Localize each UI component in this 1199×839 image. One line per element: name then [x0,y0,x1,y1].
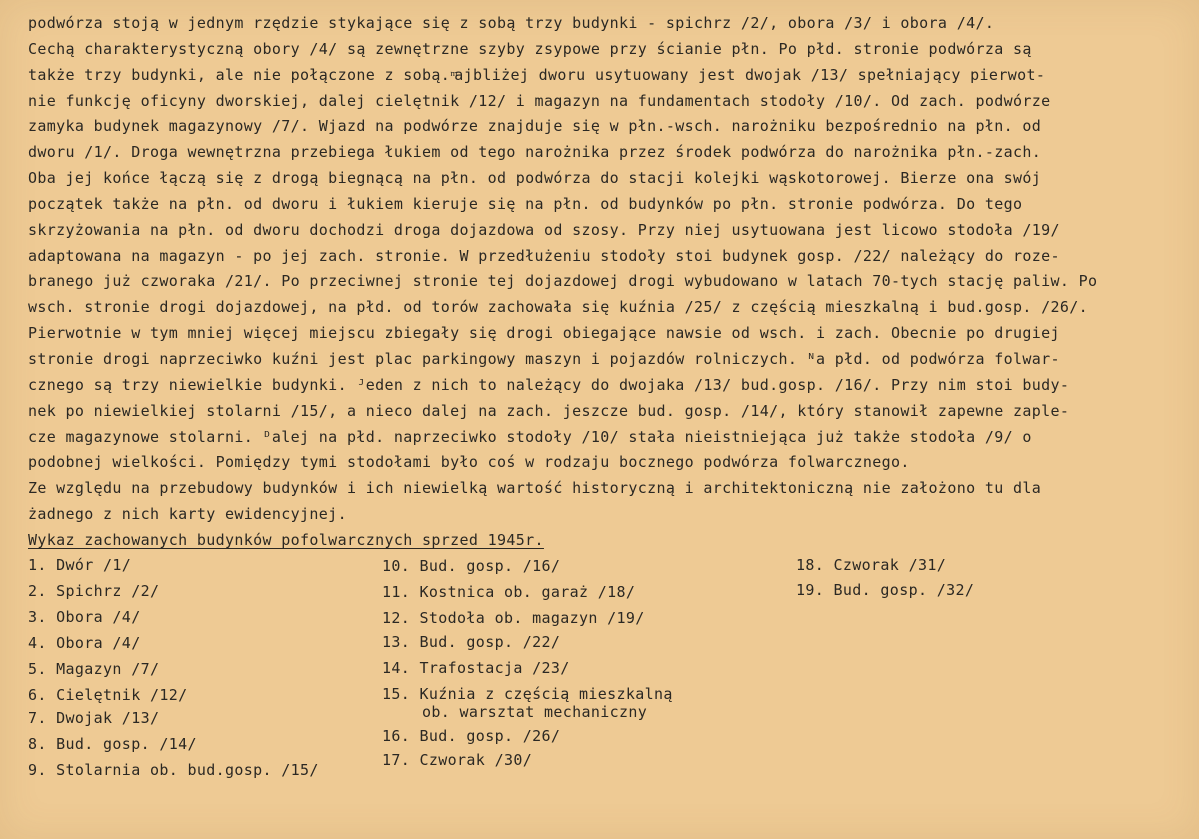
list-item: 17. Czworak /30/ [382,751,533,769]
list-item: 13. Bud. gosp. /22/ [382,633,561,651]
list-item: 7. Dwojak /13/ [28,709,160,727]
list-item: 1. Dwór /1/ [28,556,132,574]
list-heading: Wykaz zachowanych budynków pofolwarcznych sprzed 1945r. [28,531,544,549]
text-line: podobnej wielkości. Pomiędzy tymi stodołami było coś w rodzaju bocznego podwórza folwarcznego. [28,453,910,472]
list-item: 14. Trafostacja /23/ [382,659,570,677]
text-line: adaptowana na magazyn - po jej zach. stronie. W przedłużeniu stodoły stoi budynek gosp. /22/ należący do roze- [28,246,1060,265]
text-line: cze magazynowe stolarni. ᴰalej na płd. naprzeciwko stodoły /10/ stała nieistniejąca już także stodoła /9/ o [28,427,1032,446]
list-item: 9. Stolarnia ob. bud.gosp. /15/ [28,761,319,779]
text-line: Cechą charakterystyczną obory /4/ są zewnętrzne szyby zsypowe przy ścianie płn. Po płd. stronie podwórza są [28,39,1032,58]
text-line: branego już czworaka /21/. Po przeciwnej stronie tej dojazdowej drogi wybudowano w latach 70-tych stację paliw. Po [28,272,1098,291]
text-line: cznego są trzy niewielkie budynki. ᴶeden z nich to należący do dwojaka /13/ bud.gosp. /16/. Przy nim stoi budy- [28,375,1070,394]
text-line: skrzyżowania na płn. od dworu dochodzi droga dojazdowa od szosy. Przy niej usytuowana jest licowo stodoła /19/ [28,220,1060,239]
list-item: 5. Magazyn /7/ [28,660,160,678]
text-line: wsch. stronie drogi dojazdowej, na płd. od torów zachowała się kuźnia /25/ z częścią mieszkalną i bud.gosp. /26/. [28,298,1089,317]
list-item: 18. Czworak /31/ [796,556,947,574]
list-item: 8. Bud. gosp. /14/ [28,735,197,753]
text-line: nie funkcję oficyny dworskiej, dalej cielętnik /12/ i magazyn na fundamentach stodoły /10/. Od zach. podwórze [28,91,1051,110]
list-item: 12. Stodoła ob. magazyn /19/ [382,609,645,627]
list-item: 2. Spichrz /2/ [28,582,160,600]
list-item: 15. Kuźnia z częścią mieszkalną [382,685,673,703]
list-item: 6. Cielętnik /12/ [28,686,188,704]
text-line: Ze względu na przebudowy budynków i ich niewielką wartość historyczną i architektoniczną nie założono tu dla [28,479,1042,498]
text-line: nek po niewielkiej stolarni /15/, a nieco dalej na zach. jeszcze bud. gosp. /14/, który stanowił zapewne zaple- [28,401,1070,420]
text-line: także trzy budynki, ale nie połączone z sobą. ͫajbliżej dworu usytuowany jest dwojak /13/ spełniający pierwot- [28,65,1046,84]
list-item: 3. Obora /4/ [28,608,141,626]
text-line: zamyka budynek magazynowy /7/. Wjazd na podwórze znajduje się w płn.-wsch. narożniku bezpośrednio na płn. od [28,117,1042,136]
text-line: początek także na płn. od dworu i łukiem kieruje się na płn. od budynków po płn. stronie podwórza. Do tego [28,194,1023,213]
list-item: 4. Obora /4/ [28,634,141,652]
list-item-continuation: ob. warsztat mechaniczny [422,703,648,721]
text-line: Pierwotnie w tym mniej więcej miejscu zbiegały się drogi obiegające nawsie od wsch. i zach. Obecnie po drugiej [28,324,1060,343]
list-item: 10. Bud. gosp. /16/ [382,557,561,575]
text-line: żadnego z nich karty ewidencyjnej. [28,505,347,524]
description-paragraph [28,11,1188,528]
text-line: Oba jej końce łączą się z drogą biegnącą na płn. od podwórza do stacji kolejki wąskotorowej. Bierze ona swój [28,169,1042,188]
list-item: 19. Bud. gosp. /32/ [796,581,975,599]
list-item: 16. Bud. gosp. /26/ [382,727,561,745]
list-item: 11. Kostnica ob. garaż /18/ [382,583,636,601]
text-line: podwórza stoją w jednym rzędzie stykające się z sobą trzy budynki - spichrz /2/, obora /3/ i obora /4/. [28,14,995,32]
text-line: stronie drogi naprzeciwko kuźni jest plac parkingowy maszyn i pojazdów rolniczych. ᴺa płd. od podwórza folwar- [28,349,1060,368]
text-line: dworu /1/. Droga wewnętrzna przebiega łukiem od tego narożnika przez środek podwórza do narożnika płn.-zach. [28,143,1042,162]
